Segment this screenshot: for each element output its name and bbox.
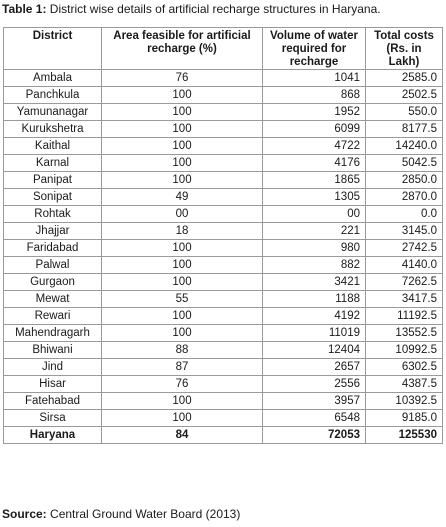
- cell-cost: 2502.5: [366, 87, 443, 104]
- cell-district: Kaithal: [4, 138, 102, 155]
- cell-volume: 882: [263, 257, 366, 274]
- table-row: [4, 257, 443, 274]
- cell-area: 84: [102, 427, 263, 444]
- table-row: [4, 206, 443, 223]
- cell-cost: 7262.5: [366, 274, 443, 291]
- cell-volume: 72053: [263, 427, 366, 444]
- cell-cost: 2850.0: [366, 172, 443, 189]
- cell-volume: 4176: [263, 155, 366, 172]
- cell-district: Karnal: [4, 155, 102, 172]
- cell-area: 100: [102, 257, 263, 274]
- cell-cost: 125530: [366, 427, 443, 444]
- cell-cost: 6302.5: [366, 359, 443, 376]
- cell-volume: 1865: [263, 172, 366, 189]
- table-row: [4, 291, 443, 308]
- cell-district: Faridabad: [4, 240, 102, 257]
- table-row: [4, 274, 443, 291]
- cell-volume: 221: [263, 223, 366, 240]
- cell-volume: 2556: [263, 376, 366, 393]
- cell-area: 100: [102, 308, 263, 325]
- cell-cost: 4387.5: [366, 376, 443, 393]
- cell-area: 100: [102, 104, 263, 121]
- cell-cost: 10392.5: [366, 393, 443, 410]
- table-row: [4, 138, 443, 155]
- table-row: [4, 172, 443, 189]
- cell-volume: 868: [263, 87, 366, 104]
- cell-cost: 2742.5: [366, 240, 443, 257]
- cell-cost: 550.0: [366, 104, 443, 121]
- header-area: Area feasible for artificial recharge (%): [102, 28, 263, 70]
- cell-area: 00: [102, 206, 263, 223]
- header-cost: Total costs (Rs. in Lakh): [366, 28, 443, 70]
- cell-area: 100: [102, 325, 263, 342]
- cell-cost: 3145.0: [366, 223, 443, 240]
- cell-area: 100: [102, 87, 263, 104]
- table-row: [4, 189, 443, 206]
- cell-area: 76: [102, 376, 263, 393]
- cell-volume: 4722: [263, 138, 366, 155]
- cell-area: 100: [102, 393, 263, 410]
- cell-area: 100: [102, 410, 263, 427]
- cell-district: Jhajjar: [4, 223, 102, 240]
- cell-district: Bhiwani: [4, 342, 102, 359]
- cell-district: Mewat: [4, 291, 102, 308]
- table-body: [4, 70, 443, 444]
- cell-volume: 4192: [263, 308, 366, 325]
- cell-district: Panchkula: [4, 87, 102, 104]
- cell-volume: 1041: [263, 70, 366, 87]
- cell-cost: 11192.5: [366, 308, 443, 325]
- table-row: [4, 70, 443, 87]
- cell-area: 100: [102, 240, 263, 257]
- cell-district: Sonipat: [4, 189, 102, 206]
- cell-volume: 1305: [263, 189, 366, 206]
- cell-volume: 11019: [263, 325, 366, 342]
- cell-cost: 3417.5: [366, 291, 443, 308]
- cell-district: Haryana: [4, 427, 102, 444]
- cell-cost: 8177.5: [366, 121, 443, 138]
- table-row: [4, 223, 443, 240]
- table-row: [4, 359, 443, 376]
- cell-cost: 5042.5: [366, 155, 443, 172]
- source-label: Source:: [2, 507, 47, 521]
- cell-area: 55: [102, 291, 263, 308]
- table-row: [4, 308, 443, 325]
- cell-district: Sirsa: [4, 410, 102, 427]
- cell-district: Rewari: [4, 308, 102, 325]
- header-volume: Volume of water required for recharge: [263, 28, 366, 70]
- cell-area: 49: [102, 189, 263, 206]
- cell-district: Mahendragarh: [4, 325, 102, 342]
- cell-area: 87: [102, 359, 263, 376]
- total-row: [4, 427, 443, 444]
- cell-area: 100: [102, 172, 263, 189]
- cell-district: Hisar: [4, 376, 102, 393]
- cell-district: Rohtak: [4, 206, 102, 223]
- cell-district: Gurgaon: [4, 274, 102, 291]
- cell-area: 100: [102, 138, 263, 155]
- cell-cost: 2585.0: [366, 70, 443, 87]
- caption-text: District wise details of artificial recharge structures in Haryana.: [46, 2, 381, 16]
- recharge-table: [3, 27, 443, 444]
- cell-cost: 9185.0: [366, 410, 443, 427]
- cell-volume: 00: [263, 206, 366, 223]
- cell-volume: 12404: [263, 342, 366, 359]
- header-row: [4, 28, 443, 70]
- cell-area: 100: [102, 274, 263, 291]
- cell-volume: 980: [263, 240, 366, 257]
- cell-district: Ambala: [4, 70, 102, 87]
- cell-cost: 0.0: [366, 206, 443, 223]
- cell-district: Panipat: [4, 172, 102, 189]
- table-row: [4, 410, 443, 427]
- cell-area: 18: [102, 223, 263, 240]
- table-row: [4, 325, 443, 342]
- cell-volume: 2657: [263, 359, 366, 376]
- cell-district: Fatehabad: [4, 393, 102, 410]
- cell-volume: 6099: [263, 121, 366, 138]
- source-note: [2, 507, 240, 521]
- table-row: [4, 342, 443, 359]
- table-row: [4, 376, 443, 393]
- cell-area: 100: [102, 121, 263, 138]
- source-text: Central Ground Water Board (2013): [46, 507, 241, 521]
- table-row: [4, 104, 443, 121]
- table-row: [4, 393, 443, 410]
- cell-cost: 4140.0: [366, 257, 443, 274]
- cell-district: Palwal: [4, 257, 102, 274]
- table-row: [4, 240, 443, 257]
- cell-volume: 3957: [263, 393, 366, 410]
- cell-volume: 1188: [263, 291, 366, 308]
- table-row: [4, 155, 443, 172]
- cell-cost: 10992.5: [366, 342, 443, 359]
- cell-area: 88: [102, 342, 263, 359]
- cell-volume: 6548: [263, 410, 366, 427]
- caption-label: Table 1:: [2, 2, 47, 16]
- cell-volume: 1952: [263, 104, 366, 121]
- cell-area: 100: [102, 155, 263, 172]
- cell-district: Yamunanagar: [4, 104, 102, 121]
- cell-cost: 14240.0: [366, 138, 443, 155]
- cell-cost: 13552.5: [366, 325, 443, 342]
- header-district: District: [4, 28, 102, 70]
- table-caption: [2, 2, 381, 16]
- table-row: [4, 87, 443, 104]
- cell-district: Kurukshetra: [4, 121, 102, 138]
- cell-volume: 3421: [263, 274, 366, 291]
- cell-cost: 2870.0: [366, 189, 443, 206]
- cell-district: Jind: [4, 359, 102, 376]
- table-row: [4, 121, 443, 138]
- cell-area: 76: [102, 70, 263, 87]
